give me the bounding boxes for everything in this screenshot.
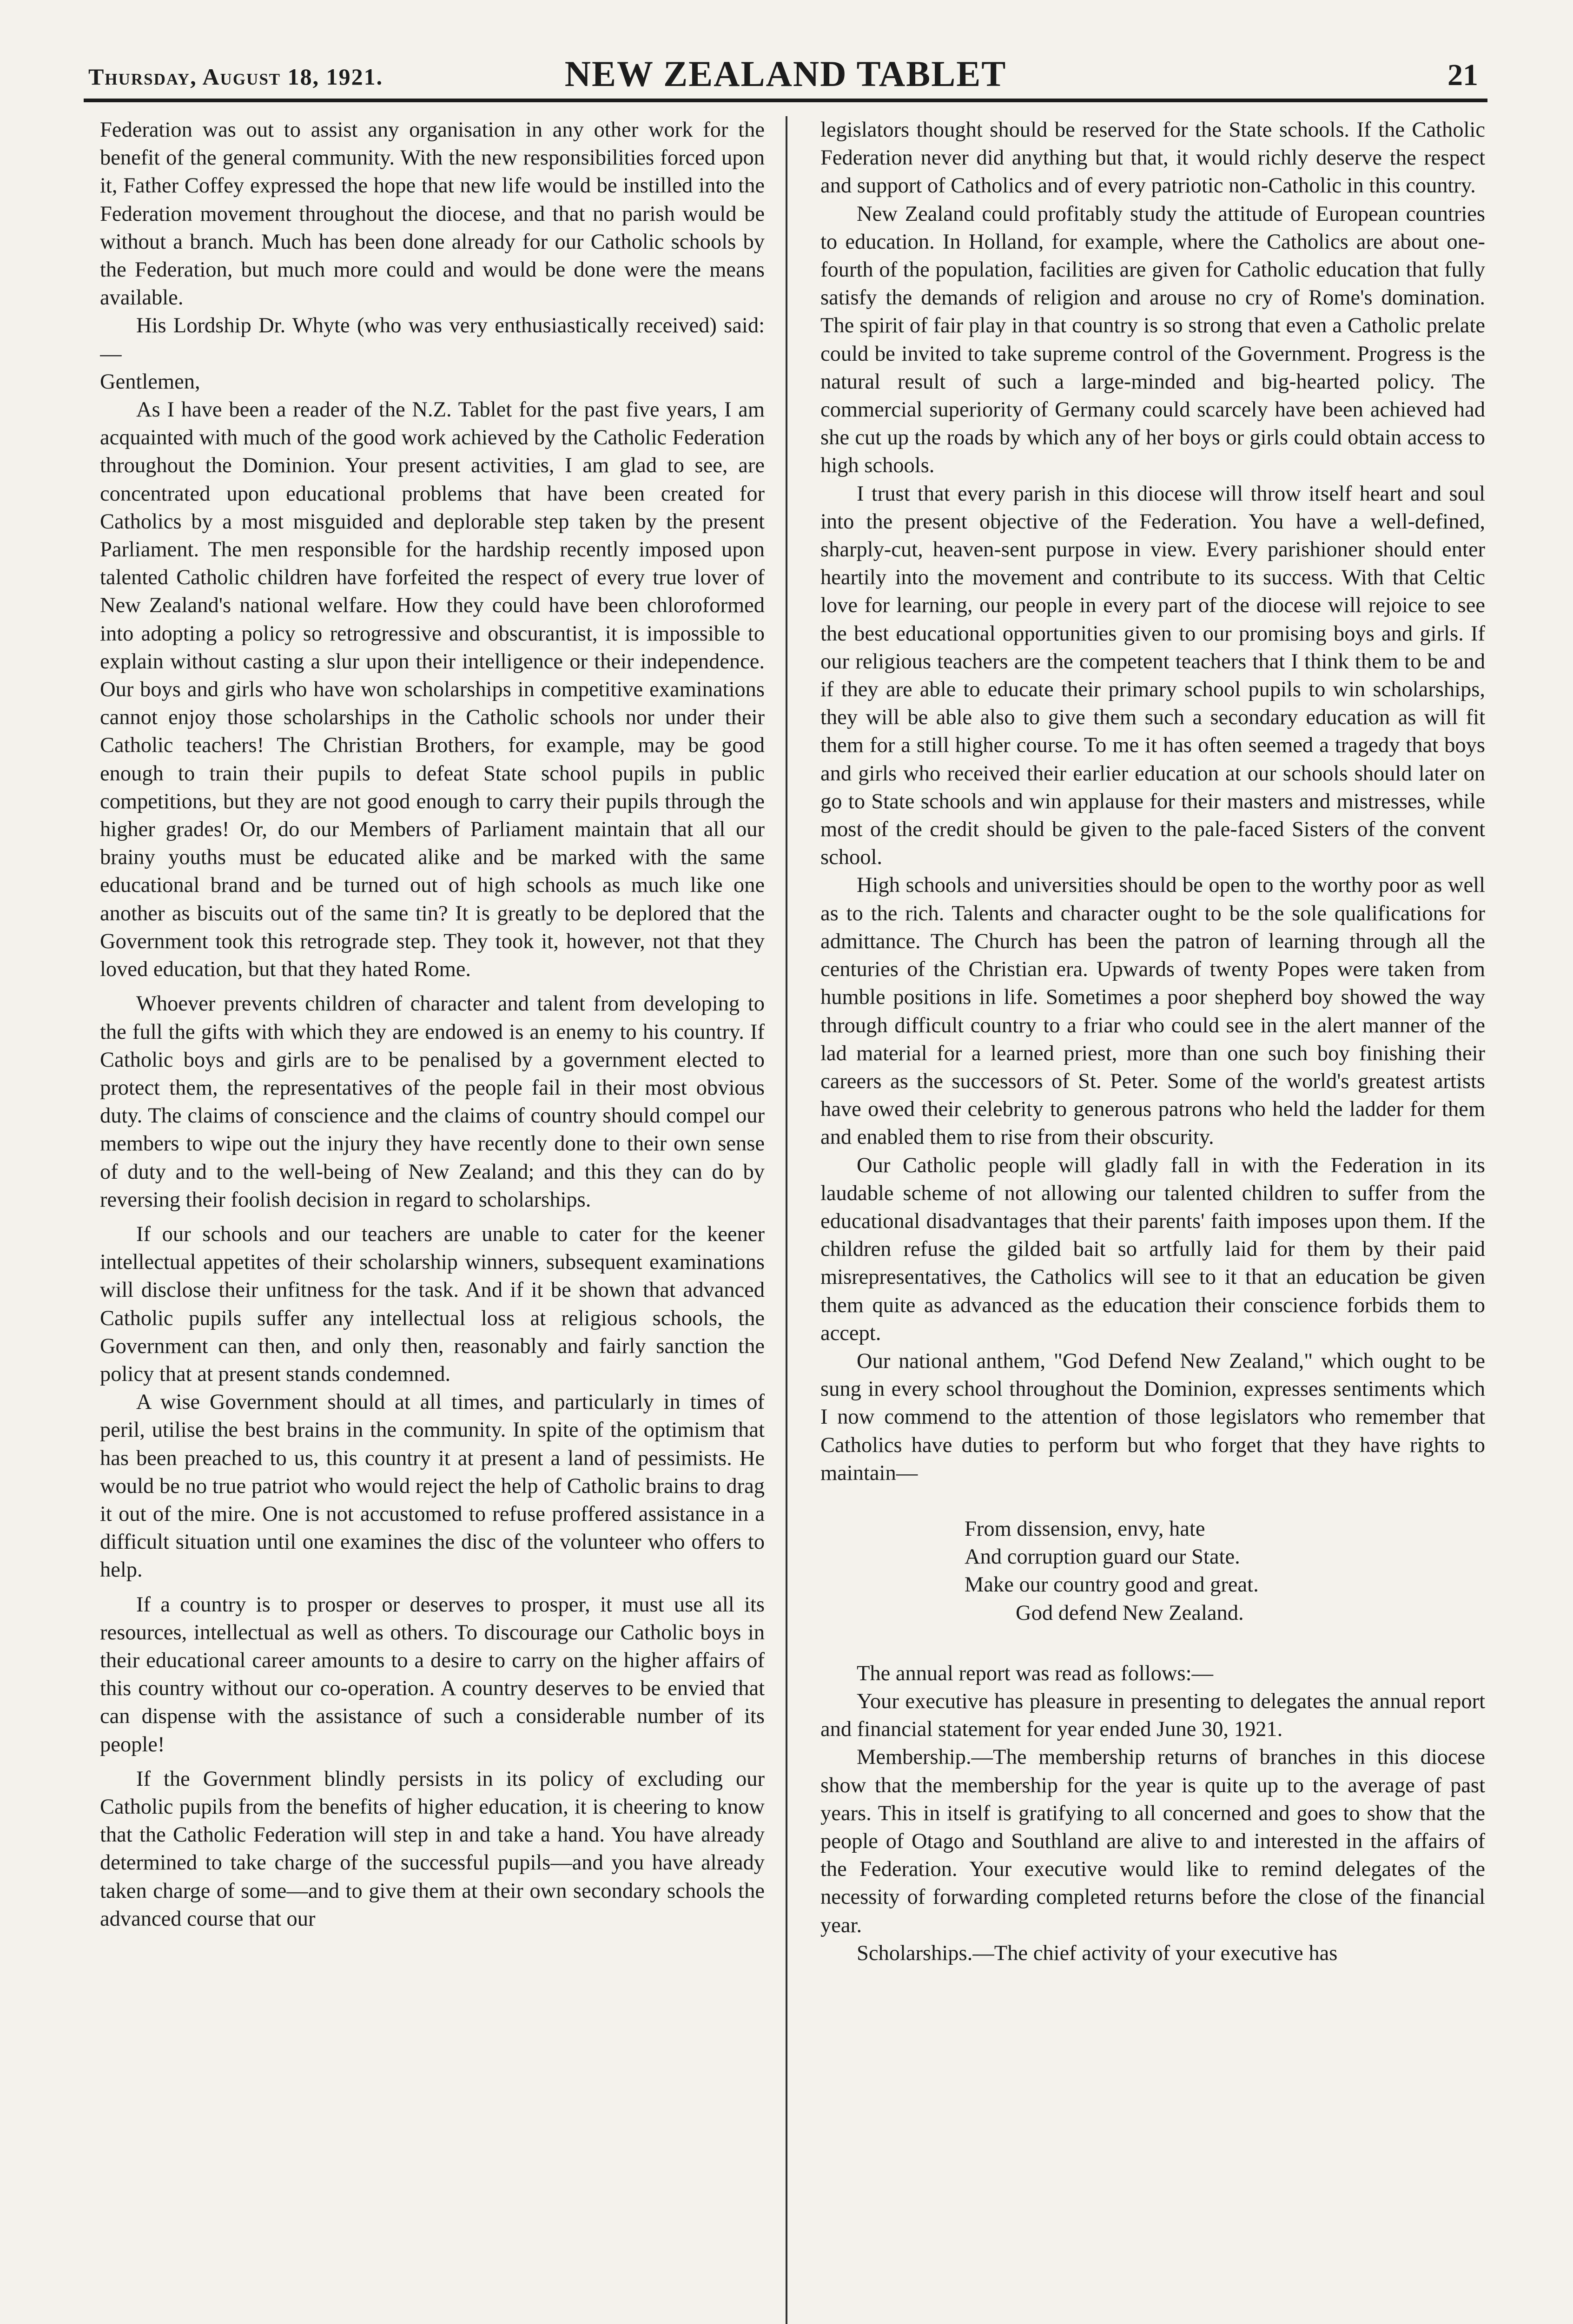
paragraph: High schools and universities should be open to the worthy poor as well as to the rich. Talents and character ought to be the sole qualifications for admittance. The Church has been the patron of learning through all the centuries of the Christian era. Upwards of twenty Popes were taken from humble positions in life. Sometimes a poor shepherd boy showed the way through difficult country to a friar who could see in the alert manner of the lad material for a learned priest, more than one such boy finishing their careers as the successors of St. Peter. Some of the world's greatest artists have owed their celebrity to generous patrons who held the ladder for them and enabled them to rise from their obscurity. [820, 873, 1485, 1149]
paragraph: Federation was out to assist any organisation in any other work for the benefit of the general community. With the new responsibilities forced upon it, Father Coffey expressed the hope that new life would be instilled into the Federation movement throughout the diocese, and that no parish would be without a branch. Much has been done already for our Catholic schools by the Federation, but much more could and would be done were the means available. [100, 118, 765, 310]
verse-line: God defend New Zealand. [1016, 1601, 1244, 1625]
paragraph: New Zealand could profitably study the attitude of European countries to education. In Holland, for example, where the Catholics are about one-fourth of the population, facilities are given for Catholic education that fully satisfy the demands of religion and arouse no cry of Rome's domination. The spirit of fair play in that country is so strong that even a Catholic prelate could be invited to take supreme control of the Government. Progress is the natural result of such a large-minded and big-hearted policy. The commercial superiority of Germany could scarcely have been achieved had she cut up the roads by which any of her boys or girls could obtain access to high schools. [820, 202, 1485, 478]
page-header [84, 51, 1487, 102]
anthem-verse [965, 1515, 1485, 1627]
paragraph: Membership.—The membership returns of branches in this diocese show that the membership for the year is quite up to the average of past years. This in itself is gratifying to all concerned and goes to show that the people of Otago and Southland are alive to and interested in the affairs of the Federation. Your executive would like to remind delegates of the necessity of forwarding completed returns before the close of the financial year. [820, 1745, 1485, 1937]
paragraph: legislators thought should be reserved for the State schools. If the Catholic Federation never did anything but that, it would richly deserve the respect and support of Catholics and of every patriotic non-Catholic in this country. [820, 118, 1485, 198]
column-divider [786, 116, 787, 2324]
masthead-title: NEW ZEALAND TABLET [564, 53, 1007, 94]
salutation: Gentlemen, [100, 370, 200, 394]
paragraph: Our Catholic people will gladly fall in with the Federation in its laudable scheme of not allowing our talented children to suffer from the educational disadvantages that their parents' faith imposes upon them. If the children refuse the gilded bait so artfully laid for them by their paid misrepresentatives, the Catholics will see to it that an education be given them quite as advanced as the education their conscience forbids them to accept. [820, 1153, 1485, 1345]
paragraph: His Lordship Dr. Whyte (who was very enthusiastically received) said:— [100, 314, 765, 366]
paragraph: If a country is to prosper or deserves to prosper, it must use all its resources, intellectual as well as others. To discourage our Catholic boys in their educational career amounts to a desire to carry on the higher affairs of this country without our co-operation. A country deserves to be envied that can dispense with the assistance of such a considerable number of its people! [100, 1592, 765, 1756]
header-rule [84, 99, 1487, 102]
verse-line: And corruption guard our State. [965, 1545, 1240, 1569]
paragraph: Your executive has pleasure in presenting to delegates the annual report and financial statement for year ended June 30, 1921. [820, 1689, 1485, 1742]
paragraph: Scholarships.—The chief activity of your executive has [857, 1941, 1338, 1965]
paragraph: If the Government blindly persists in its policy of excluding our Catholic pupils from the benefits of higher education, it is cheering to know that the Catholic Federation will step in and take a hand. You have already determined to take charge of the successful pupils—and you have already taken charge of some—and to give them at their own secondary schools the advanced course that our [100, 1767, 765, 1931]
verse-line: Make our country good and great. [965, 1573, 1259, 1597]
page-number: 21 [1447, 58, 1478, 92]
left-column [100, 116, 765, 2324]
paragraph: The annual report was read as follows:— [857, 1661, 1214, 1685]
paragraph: Our national anthem, "God Defend New Zealand," which ought to be sung in every school throughout the Dominion, expresses sentiments which I now commend to the attention of those legislators who remember that Catholics have duties to perform but who forget that they have rights to maintain— [820, 1349, 1485, 1485]
paragraph: As I have been a reader of the N.Z. Tablet for the past five years, I am acquainted with much of the good work achieved by the Catholic Federation throughout the Dominion. Your present activities, I am glad to see, are concentrated upon educational problems that have been created for Catholics by a most misguided and deplorable step taken by the present Parliament. The men responsible for the hardship recently imposed upon talented Catholic children have forfeited the respect of every true lover of New Zealand's national welfare. How they could have been chloroformed into adopting a policy so retrogressive and obscurantist, it is impossible to explain without casting a slur upon their intelligence or their independence. Our boys and girls who have won scholarships in competitive examinations cannot enjoy those scholarships in the Catholic schools nor under their Catholic teachers! The Christian Brothers, for example, may be good enough to train their pupils to defeat State school pupils in public competitions, but they are not good enough to carry their pupils through the higher grades! Or, do our Members of Parliament maintain that all our brainy youths must be educated alike and be marked with the same educational brand and be turned out of high schools as much like one another as biscuits out of the same tin? It is greatly to be deplored that the Government took this retrograde step. They took it, however, not that they loved education, but that they hated Rome. [100, 398, 765, 982]
paragraph: If our schools and our teachers are unable to cater for the keener intellectual appetites of their scholarship winners, subsequent examinations will disclose their unfitness for the task. And if it be shown that advanced Catholic pupils suffer any intellectual loss at religious schools, the Government can then, and only then, reasonably and fairly sanction the policy that at present stands condemned. [100, 1222, 765, 1386]
paragraph: A wise Government should at all times, and particularly in times of peril, utilise the best brains in the community. In spite of the optimism that has been preached to us, this country it at present a land of pessimists. He would be no true patriot who would reject the help of Catholic brains to drag it out of the mire. One is not accustomed to refuse proffered assistance in a difficult situation until one examines the disc of the volunteer who offers to help. [100, 1390, 765, 1582]
verse-line: From dissension, envy, hate [965, 1517, 1205, 1541]
right-column [820, 116, 1485, 2324]
issue-date: Thursday, August 18, 1921. [88, 64, 383, 90]
paragraph: I trust that every parish in this diocese will throw itself heart and soul into the present objective of the Federation. You have a well-defined, sharply-cut, heaven-sent purpose in view. Every parishioner should enter heartily into the movement and contribute to its success. With that Celtic love for learning, our people in every part of the diocese will rejoice to see the best educational opportunities given to our promising boys and girls. If our religious teachers are the competent teachers that I think them to be and if they are able to educate their primary school pupils to win scholarships, they will be able also to give them such a secondary education as will fit them for a still higher course. To me it has often seemed a tragedy that boys and girls who received their earlier education at our schools should later on go to State schools and win applause for their masters and mistresses, while most of the credit should be given to the pale-faced Sisters of the convent school. [820, 482, 1485, 870]
paragraph: Whoever prevents children of character and talent from developing to the full the gifts with which they are endowed is an enemy to his country. If Catholic boys and girls are to be penalised by a government elected to protect them, the representatives of the people fail in their most obvious duty. The claims of conscience and the claims of country should compel our members to wipe out the injury they have recently done to their own sense of duty and to the well-being of New Zealand; and this they can do by reversing their foolish decision in regard to scholarships. [100, 992, 765, 1212]
